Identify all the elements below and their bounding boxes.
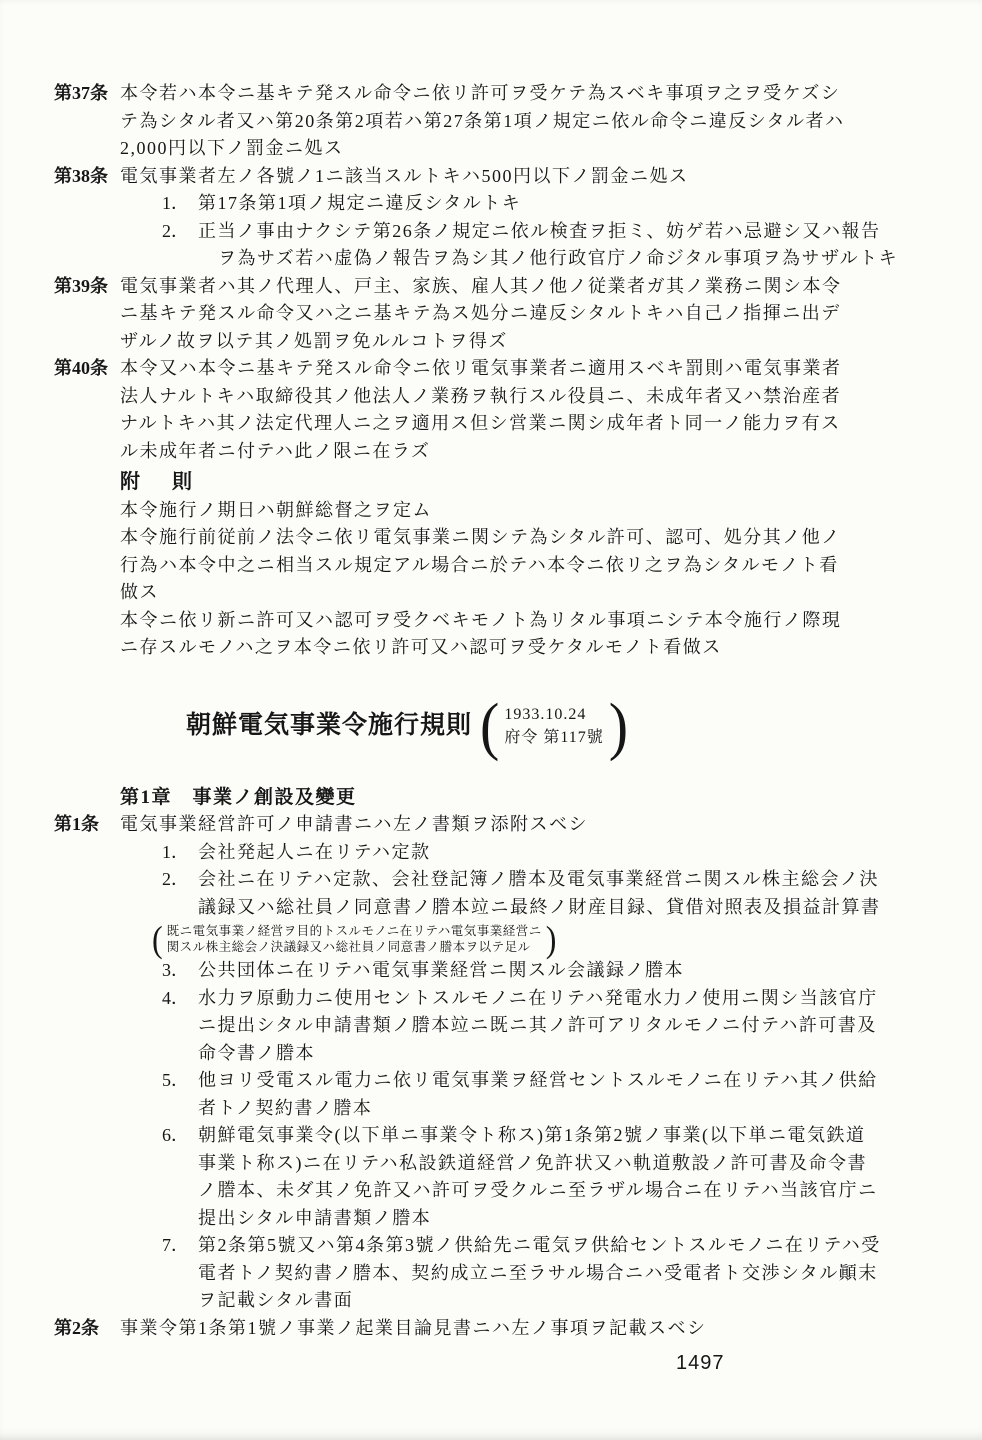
article-line: 法人ナルトキハ取締役其ノ他法人ノ業務ヲ執行スル役員ニ、未成年者又ハ禁治産者 bbox=[120, 385, 842, 406]
appendix-line: 本令施行前従前ノ法令ニ依リ電気事業ニ関シテ為シタル許可、認可、処分其ノ他ノ bbox=[120, 527, 841, 547]
article-number: 第38条 bbox=[54, 165, 108, 186]
close-paren-glyph: ) bbox=[608, 688, 629, 762]
list-item-number: 2． bbox=[162, 220, 189, 241]
list-item-number: 5． bbox=[162, 1070, 189, 1090]
list-item-line: ノ謄本、未ダ其ノ免許又ハ許可ヲ受クルニ至ラザル場合ニ在リテハ当該官庁ニ bbox=[198, 1180, 878, 1200]
list-item-number: 2． bbox=[162, 869, 189, 889]
article-text bbox=[120, 273, 982, 356]
article-number: 第37条 bbox=[54, 83, 108, 103]
article-line: 2,000円以下ノ罰金ニ処ス bbox=[120, 138, 344, 158]
rule-article-1 bbox=[54, 811, 982, 1315]
rule-article-2 bbox=[54, 1315, 982, 1343]
article-text bbox=[120, 80, 982, 163]
article-item-list bbox=[152, 839, 982, 1315]
article-line: 本令又ハ本令ニ基キテ発スル命令ニ依リ電気事業者ニ適用スベキ罰則ハ電気事業者 bbox=[120, 358, 842, 378]
note-line: 関スル株主総会ノ決議録又ハ総社員ノ同意書ノ謄本ヲ以テ足ル bbox=[166, 940, 531, 954]
list-item-line: 水力ヲ原動力ニ使用セントスルモノニ在リテハ発電水力ノ使用ニ関シ当該官庁 bbox=[198, 987, 878, 1008]
list-item-line: 事業ト称ス)ニ在リテハ私設鉄道経営ノ免許状又ハ軌道敷設ノ許可書及命令書 bbox=[198, 1152, 868, 1173]
page-number: 1497 bbox=[676, 1352, 725, 1374]
list-item bbox=[162, 218, 982, 273]
appendix-heading: 附 則 bbox=[120, 471, 198, 493]
article-line: ル未成年者ニ付テハ此ノ限ニ在ラズ bbox=[120, 440, 431, 461]
appendix-line: ニ存スルモノハ之ヲ本令ニ依リ許可又ハ認可ヲ受ケタルモノト看做ス bbox=[120, 637, 722, 657]
regulation-title-block bbox=[186, 688, 982, 762]
article-line: ナルトキハ其ノ法定代理人ニ之ヲ適用ス但シ営業ニ関シ成年者ト同一ノ能力ヲ有ス bbox=[120, 413, 841, 433]
list-item bbox=[162, 1232, 982, 1315]
list-item-line: 電者トノ契約書ノ謄本、契約成立ニ至ラサル場合ニハ受電者ト交渉シタル顚末 bbox=[198, 1262, 878, 1283]
list-item bbox=[162, 985, 982, 1068]
list-item bbox=[162, 190, 982, 218]
title-ordinance-number: 府令 第117號 bbox=[504, 728, 604, 746]
list-item-line: ニ提出シタル申請書類ノ謄本竝ニ既ニ其ノ許可アリタルモノニ付テハ許可書及 bbox=[198, 1015, 877, 1035]
close-paren-glyph: ) bbox=[545, 918, 557, 960]
list-item-number: 4． bbox=[162, 987, 189, 1008]
article-text bbox=[120, 811, 982, 1315]
list-item-line: ヲ為サズ若ハ虚偽ノ報告ヲ為シ其ノ他行政官庁ノ命ジタル事項ヲ為サザルトキ bbox=[218, 248, 899, 268]
list-item-line: 議録又ハ総社員ノ同意書ノ謄本竝ニ最終ノ財産目録、貸借対照表及損益計算書 bbox=[198, 896, 881, 917]
appendix-body bbox=[120, 497, 982, 662]
list-item-line: 正当ノ事由ナクシテ第26条ノ規定ニ依ル検査ヲ拒ミ、妨ゲ若ハ忌避シ又ハ報告 bbox=[198, 220, 881, 241]
document-body bbox=[0, 80, 982, 1342]
article-number: 第39条 bbox=[54, 275, 108, 296]
list-item-line: 命令書ノ謄本 bbox=[198, 1042, 315, 1063]
title-date: 1933.10.24 bbox=[504, 705, 587, 723]
list-item-number: 7． bbox=[162, 1235, 189, 1255]
article-item-list bbox=[162, 190, 982, 273]
list-item-line: 他ヨリ受電スル電力ニ依リ電気事業ヲ経営セントスルモノニ在リテハ其ノ供給 bbox=[198, 1070, 878, 1090]
list-item-line: 会社ニ在リテハ定款、会社登記簿ノ謄本及電気事業経営ニ関スル株主総会ノ決 bbox=[198, 869, 880, 889]
list-item-line: 朝鮮電気事業令(以下単ニ事業令ト称ス)第1条第2號ノ事業(以下単ニ電気鉄道 bbox=[198, 1125, 866, 1145]
article-text bbox=[120, 355, 982, 465]
list-item-line: 公共団体ニ在リテハ電気事業経営ニ関スル会議録ノ謄本 bbox=[198, 960, 685, 980]
article-text bbox=[120, 163, 982, 273]
list-item-number: 6． bbox=[162, 1125, 189, 1145]
article-number: 第2条 bbox=[54, 1317, 99, 1338]
article-37 bbox=[54, 80, 982, 163]
appendix-line: 做ス bbox=[120, 582, 159, 602]
article-line: 電気事業者ハ其ノ代理人、戸主、家族、雇人其ノ他ノ従業者ガ其ノ業務ニ関シ本令 bbox=[120, 275, 842, 296]
article-text bbox=[120, 1315, 982, 1343]
appendix-line: 行為ハ本令中之ニ相当スル規定アル場合ニ於テハ本令ニ依リ之ヲ為シタルモノト看 bbox=[120, 554, 839, 575]
regulation-title: 朝鮮電気事業令施行規則 bbox=[186, 711, 473, 739]
list-item bbox=[152, 866, 982, 960]
article-line: 本令若ハ本令ニ基キテ発スル命令ニ依リ許可ヲ受ケテ為スベキ事項ヲ之ヲ受ケズシ bbox=[120, 83, 841, 103]
list-item-line: 会社発起人ニ在リテハ定款 bbox=[198, 841, 431, 862]
list-item-number: 1． bbox=[162, 193, 189, 213]
article-line: テ為シタル者又ハ第20条第2項若ハ第27条第1項ノ規定ニ依ル命令ニ違反シタル者ハ bbox=[120, 110, 845, 131]
list-item-line: 第2条第5號又ハ第4条第3號ノ供給先ニ電気ヲ供給セントスルモノニ在リテハ受 bbox=[198, 1235, 881, 1255]
list-item-line: 提出シタル申請書類ノ謄本 bbox=[198, 1207, 432, 1228]
appendix-line: 本令ニ依リ新ニ許可又ハ認可ヲ受クベキモノト為リタル事項ニシテ本令施行ノ際現 bbox=[120, 609, 842, 630]
article-38 bbox=[54, 163, 982, 273]
article-line: 事業令第1条第1號ノ事業ノ起業目論見書ニハ左ノ事項ヲ記載スベシ bbox=[120, 1317, 707, 1338]
title-annotation bbox=[480, 688, 629, 762]
article-line: ザルノ故ヲ以テ其ノ処罰ヲ免ルルコトヲ得ズ bbox=[120, 330, 508, 351]
parenthetical-note bbox=[152, 918, 881, 960]
list-item bbox=[162, 1122, 982, 1232]
note-line: 既ニ電気事業ノ経営ヲ目的トスルモノニ在リテハ電気事業経営ニ bbox=[166, 924, 542, 938]
article-line: ニ基キテ発スル命令又ハ之ニ基キテ為ス処分ニ違反シタルトキハ自己ノ指揮ニ出デ bbox=[120, 303, 841, 323]
article-line: 電気事業者左ノ各號ノ1ニ該当スルトキハ500円以下ノ罰金ニ処ス bbox=[120, 165, 689, 186]
list-item-number: 1． bbox=[162, 841, 189, 862]
list-item bbox=[162, 1067, 982, 1122]
open-paren-glyph: ( bbox=[480, 688, 500, 762]
article-40 bbox=[54, 355, 982, 465]
list-item bbox=[162, 957, 982, 985]
chapter-heading: 第1章 事業ノ創設及變更 bbox=[120, 786, 357, 808]
open-paren-glyph: ( bbox=[152, 918, 163, 960]
article-number: 第1条 bbox=[54, 814, 99, 834]
list-item-line: 者トノ契約書ノ謄本 bbox=[198, 1097, 373, 1118]
list-item bbox=[162, 839, 982, 867]
list-item-line: ヲ記載シタル書面 bbox=[198, 1290, 354, 1310]
article-line: 電気事業経営許可ノ申請書ニハ左ノ書類ヲ添附スベシ bbox=[120, 814, 588, 834]
article-39 bbox=[54, 273, 982, 356]
article-number: 第40条 bbox=[54, 358, 108, 378]
list-item-line: 第17条第1項ノ規定ニ違反シタルトキ bbox=[198, 193, 522, 213]
list-item-number: 3． bbox=[162, 960, 189, 980]
appendix-line: 本令施行ノ期日ハ朝鮮総督之ヲ定ム bbox=[120, 499, 432, 520]
